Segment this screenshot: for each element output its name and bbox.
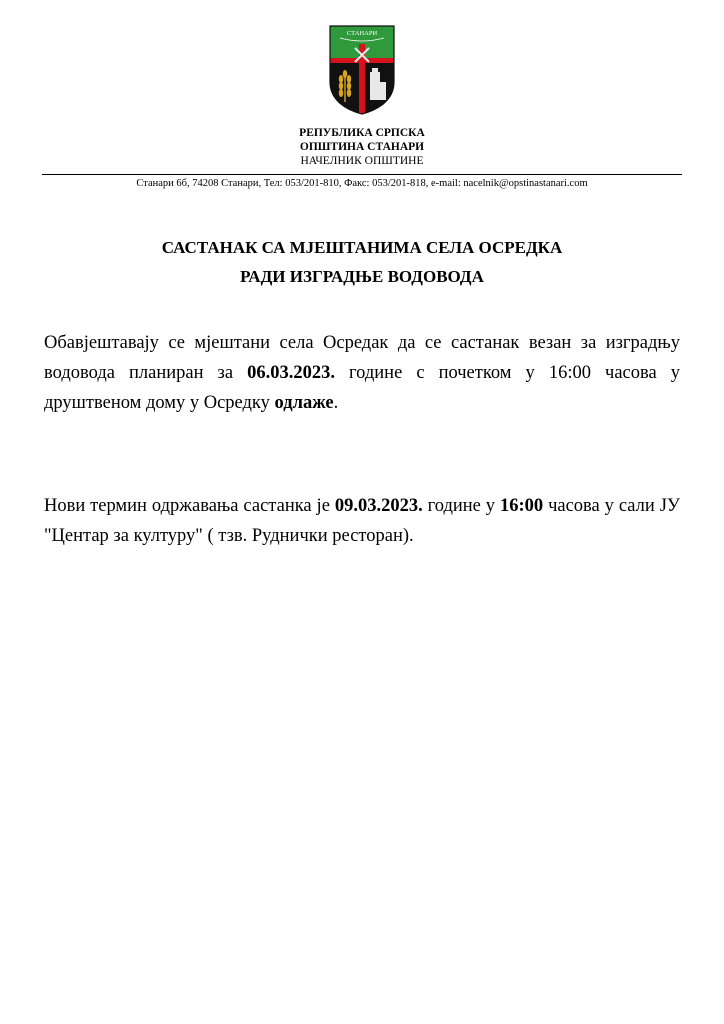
document-title bbox=[0, 233, 724, 291]
p1-date: 06.03.2023. bbox=[247, 363, 335, 383]
p2-date: 09.03.2023. bbox=[334, 496, 423, 516]
municipal-crest-icon bbox=[328, 24, 396, 116]
p2-text-c: часова у сали ЈУ "Центар за културу" ( тзв. Руднички ресторан). bbox=[44, 496, 680, 546]
republic-name: РЕПУБЛИКА СРПСКА bbox=[299, 127, 425, 139]
crest-banner-text: СТАНАРИ bbox=[346, 30, 378, 37]
p2-time: 16:00 bbox=[499, 496, 544, 516]
p2-text-a: Нови термин одржавања састанка је bbox=[44, 496, 335, 516]
p1-text-a: Обавјештавају се мјештани села Осредак да се састанак везан за изградњу водовода планиран за bbox=[44, 333, 680, 383]
p1-text-c: . bbox=[333, 393, 339, 413]
title-line-2: РАДИ ИЗГРАДЊЕ ВОДОВОДА bbox=[240, 267, 484, 286]
p1-text-b: године с почетком у 16:00 часова у друштвеном дому у Осредку bbox=[44, 363, 680, 413]
municipality-name: ОПШТИНА СТАНАРИ bbox=[299, 141, 425, 153]
p1-emphasis: одлаже bbox=[274, 393, 334, 413]
paragraph-new-date bbox=[44, 491, 680, 551]
office-name: НАЧЕЛНИК ОПШТИНЕ bbox=[300, 155, 424, 167]
contact-line: Станари 6б, 74208 Станари, Тел: 053/201-810, Факс: 053/201-818, e-mail: nacelnik@opstinastanari.com bbox=[136, 178, 588, 189]
coat-of-arms bbox=[328, 24, 396, 116]
letterhead bbox=[0, 126, 724, 168]
title-line-1: САСТАНАК СА МЈЕШТАНИМА СЕЛА ОСРЕДКА bbox=[161, 238, 563, 257]
paragraph-notice bbox=[44, 328, 680, 418]
header-divider bbox=[42, 174, 682, 175]
p2-text-b: године у bbox=[422, 496, 500, 516]
